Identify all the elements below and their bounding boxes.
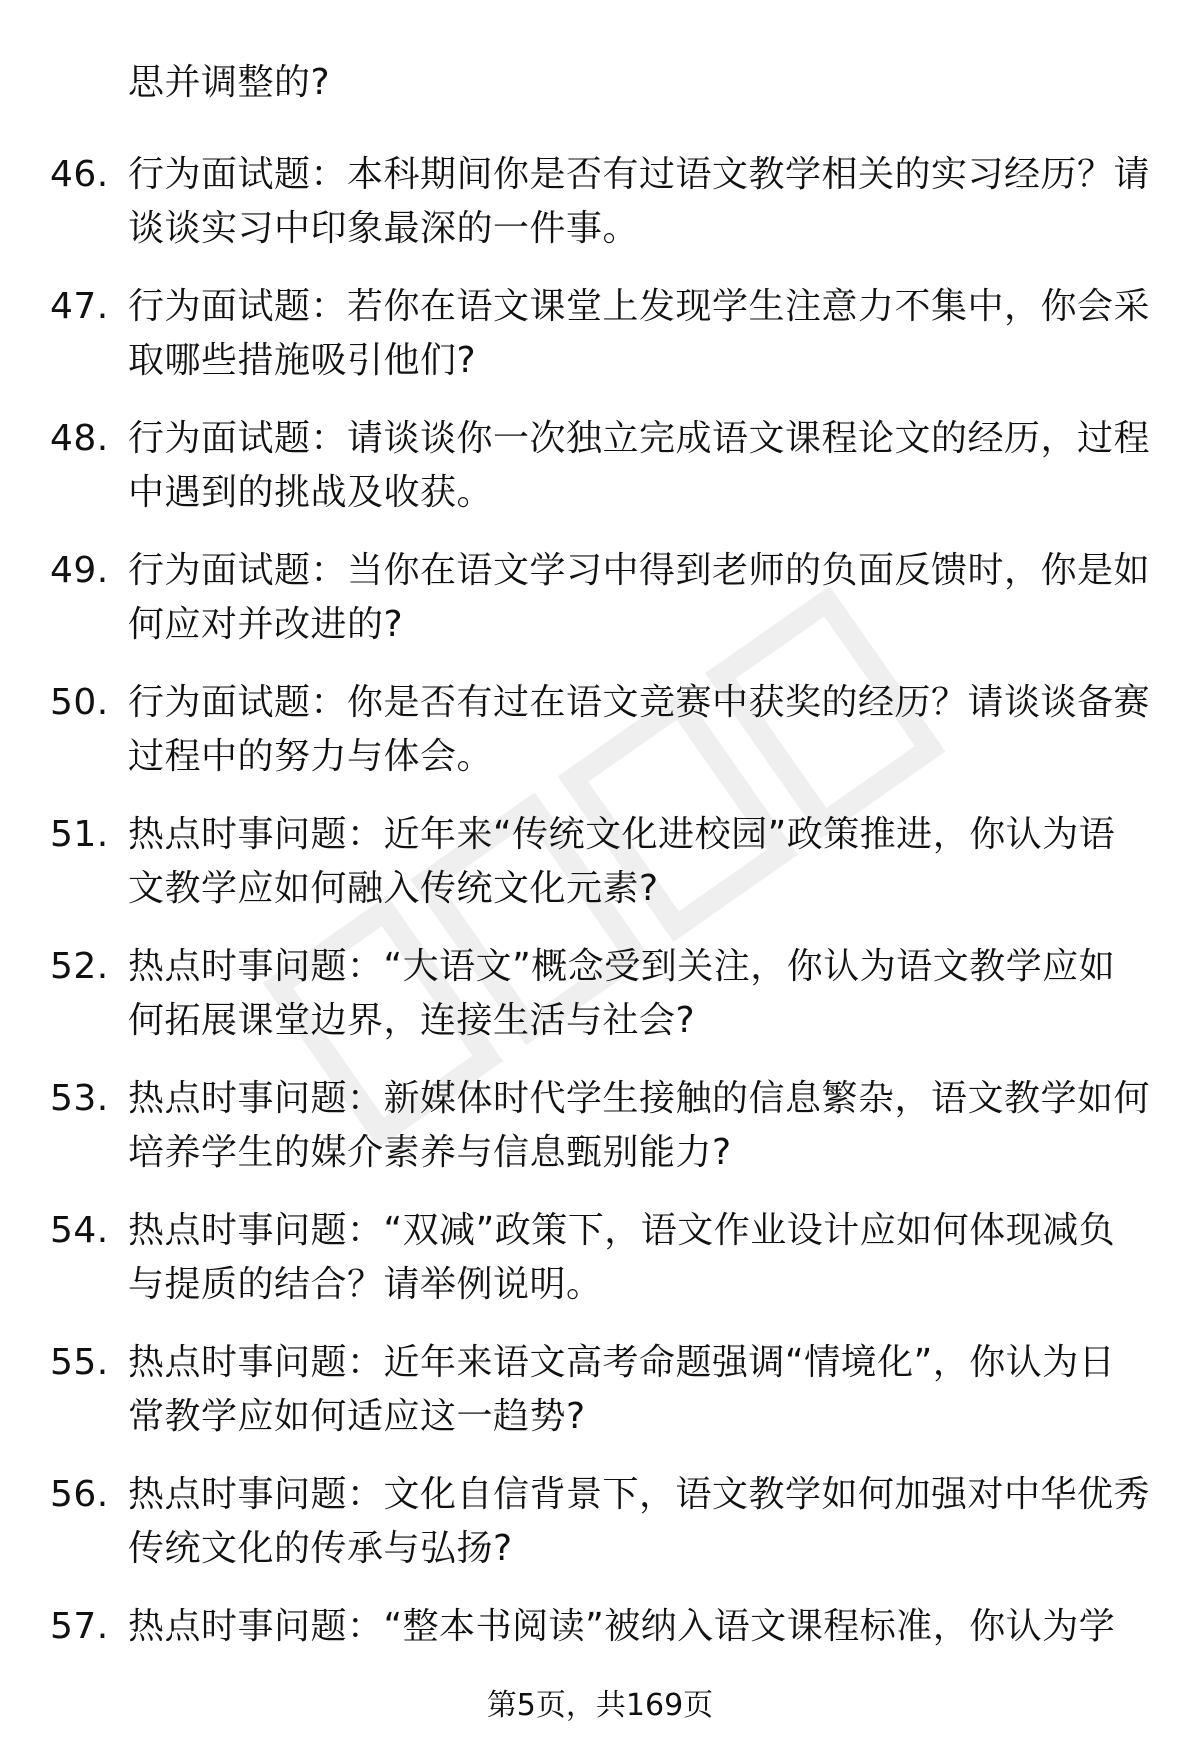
question-number: 55. bbox=[50, 1342, 109, 1383]
question-text-line: 行为面试题：当你在语文学习中得到老师的负面反馈时，你是如 bbox=[128, 550, 1151, 591]
question-number: 57. bbox=[50, 1606, 109, 1647]
list-item bbox=[0, 412, 1200, 544]
question-text-line: 热点时事问题：“大语文”概念受到关注，你认为语文教学应如 bbox=[128, 946, 1116, 987]
question-number: 54. bbox=[50, 1210, 109, 1251]
question-text-line: 培养学生的媒介素养与信息甄别能力? bbox=[128, 1132, 732, 1173]
list-item bbox=[0, 940, 1200, 1072]
question-text-line: 常教学应如何适应这一趋势? bbox=[128, 1396, 586, 1437]
question-text-line: 热点时事问题：近年来语文高考命题强调“情境化”，你认为日 bbox=[128, 1342, 1116, 1383]
list-item bbox=[0, 676, 1200, 808]
question-text-line: 过程中的努力与体会。 bbox=[128, 736, 494, 777]
question-text bbox=[128, 1600, 1138, 1654]
question-text bbox=[128, 676, 1151, 784]
question-text-line: 中遇到的挑战及收获。 bbox=[128, 472, 494, 513]
question-text bbox=[128, 280, 1151, 388]
question-number: 47. bbox=[50, 286, 109, 327]
question-text bbox=[128, 1204, 1138, 1312]
continuation-text: 思并调整的? bbox=[128, 62, 331, 103]
question-number: 46. bbox=[50, 154, 109, 195]
question-text-line: 文教学应如何融入传统文化元素? bbox=[128, 868, 659, 909]
question-text bbox=[128, 148, 1151, 256]
question-number: 53. bbox=[50, 1078, 109, 1119]
question-text-line: 传统文化的传承与弘扬? bbox=[128, 1528, 513, 1569]
question-text-line: 何拓展课堂边界，连接生活与社会? bbox=[128, 1000, 696, 1041]
list-item bbox=[0, 808, 1200, 940]
question-text bbox=[128, 1336, 1138, 1444]
question-text-line: 热点时事问题：近年来“传统文化进校园”政策推进，你认为语 bbox=[128, 814, 1116, 855]
question-text bbox=[128, 1468, 1151, 1576]
question-text-line: 行为面试题：请谈谈你一次独立完成语文课程论文的经历，过程 bbox=[128, 418, 1151, 459]
question-list bbox=[0, 148, 1200, 1732]
list-item bbox=[0, 1072, 1200, 1204]
page-footer: 第5页，共169页 bbox=[486, 1688, 714, 1723]
question-number: 48. bbox=[50, 418, 109, 459]
list-item bbox=[0, 1336, 1200, 1468]
question-number: 50. bbox=[50, 682, 109, 723]
question-text-line: 热点时事问题：新媒体时代学生接触的信息繁杂，语文教学如何 bbox=[128, 1078, 1151, 1119]
question-text-line: 热点时事问题：“双减”政策下，语文作业设计应如何体现减负 bbox=[128, 1210, 1116, 1251]
question-text-line: 行为面试题：若你在语文课堂上发现学生注意力不集中，你会采 bbox=[128, 286, 1151, 327]
question-text bbox=[128, 544, 1151, 652]
list-item bbox=[0, 544, 1200, 676]
question-text-line: 行为面试题：你是否有过在语文竞赛中获奖的经历？请谈谈备赛 bbox=[128, 682, 1151, 723]
list-item bbox=[0, 1468, 1200, 1600]
question-text-line: 谈谈实习中印象最深的一件事。 bbox=[128, 208, 640, 249]
list-item bbox=[0, 1204, 1200, 1336]
question-text bbox=[128, 940, 1138, 1048]
question-text-line: 与提质的结合？请举例说明。 bbox=[128, 1264, 603, 1305]
question-number: 52. bbox=[50, 946, 109, 987]
question-text-line: 行为面试题：本科期间你是否有过语文教学相关的实习经历？请 bbox=[128, 154, 1151, 195]
question-text-line: 热点时事问题：文化自信背景下，语文教学如何加强对中华优秀 bbox=[128, 1474, 1151, 1515]
list-item bbox=[0, 148, 1200, 280]
question-text bbox=[128, 412, 1151, 520]
question-text-line: 何应对并改进的? bbox=[128, 604, 404, 645]
question-number: 51. bbox=[50, 814, 109, 855]
question-text-line: 取哪些措施吸引他们? bbox=[128, 340, 477, 381]
question-text bbox=[128, 808, 1138, 916]
question-number: 56. bbox=[50, 1474, 109, 1515]
question-text-line: 热点时事问题：“整本书阅读”被纳入语文课程标准，你认为学 bbox=[128, 1606, 1116, 1647]
list-item bbox=[0, 280, 1200, 412]
question-text bbox=[128, 1072, 1151, 1180]
question-number: 49. bbox=[50, 550, 109, 591]
